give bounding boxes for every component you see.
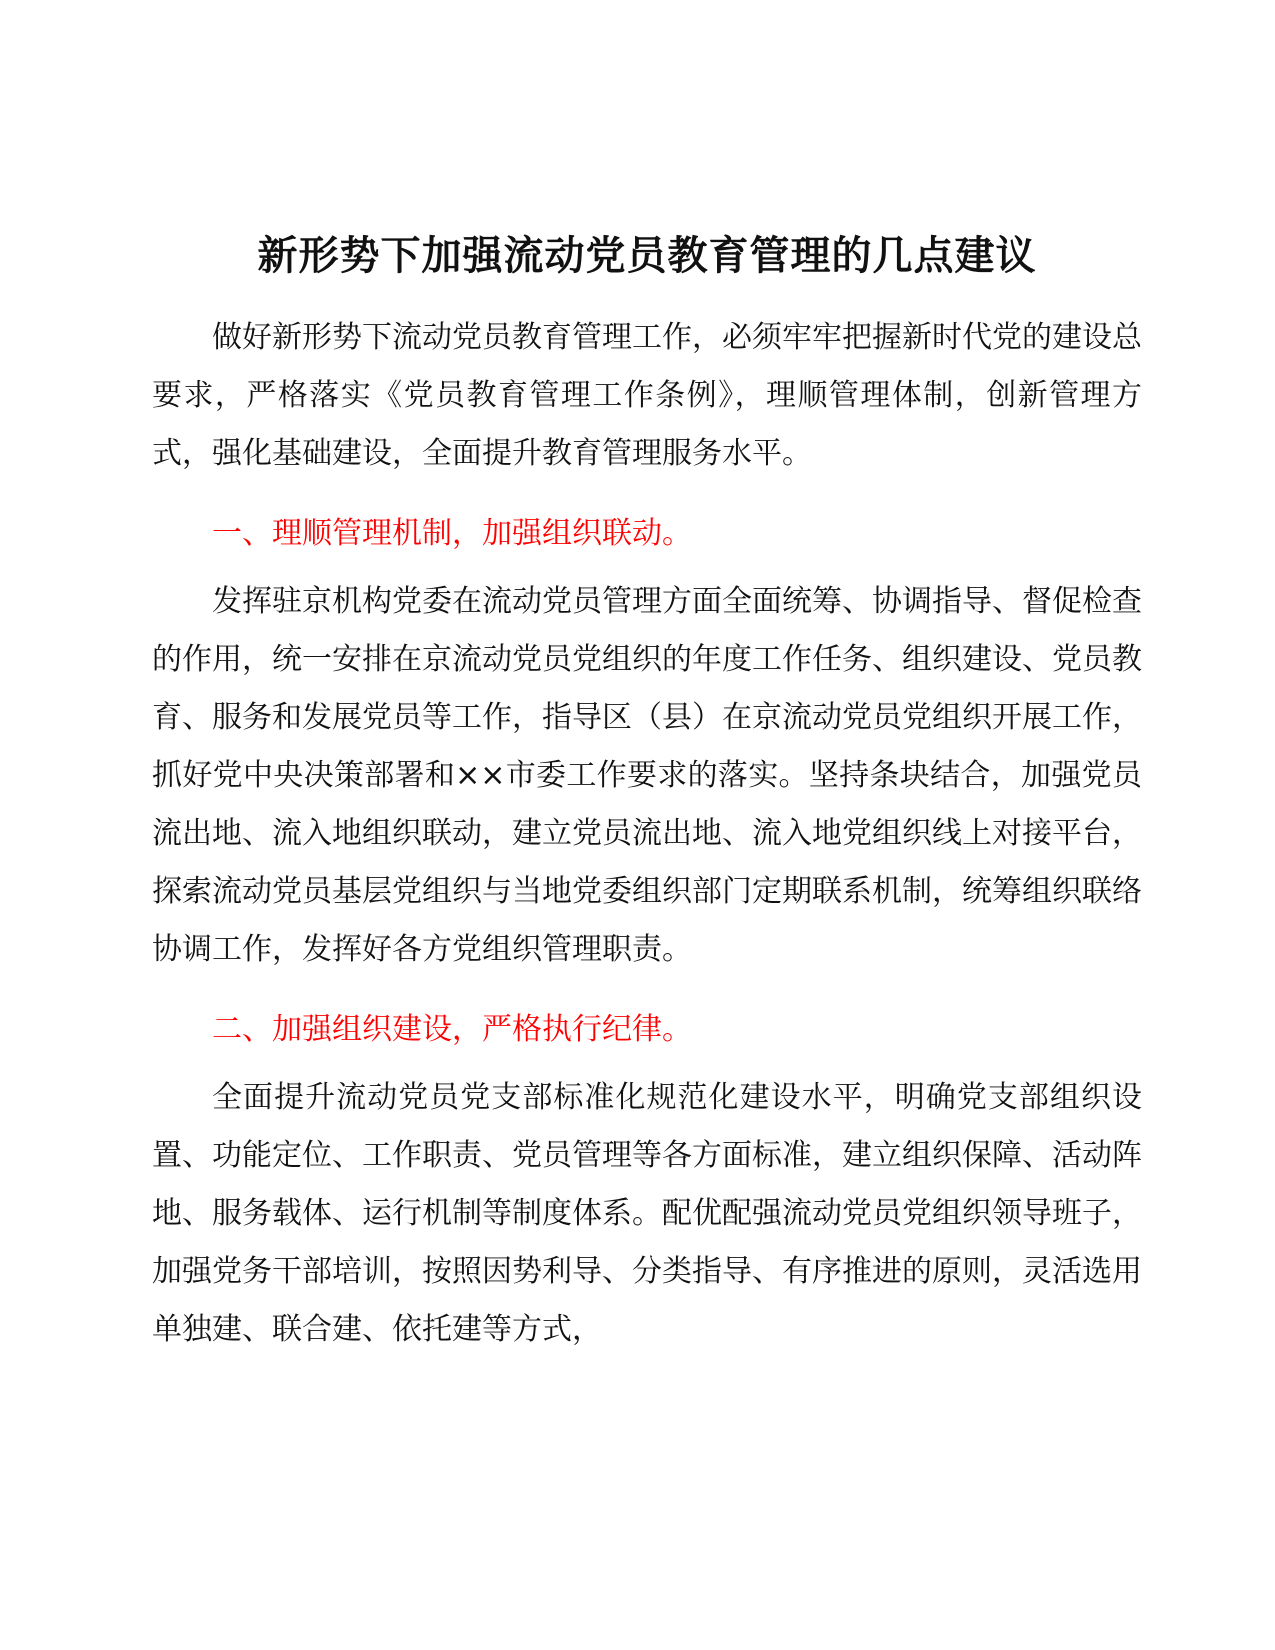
section-heading-2: 二、加强组织建设，严格执行纪律。 — [212, 1012, 692, 1047]
section-spacer — [152, 979, 1142, 989]
section-heading-1: 一、理顺管理机制，加强组织联动。 — [212, 516, 692, 551]
document-body — [152, 225, 1142, 1359]
section-spacer — [152, 483, 1142, 493]
section-body-2: 全面提升流动党员党支部标准化规范化建设水平，明确党支部组织设置、功能定位、工作职责、党员管理等各方面标准，建立组织保障、活动阵地、服务载体、运行机制等制度体系。配优配强流动党员党组织领导班子，加强党务干部培训，按照因势利导、分类指导、有序推进的原则，灵活选用单独建、联合建、依托建等方式， — [152, 1080, 1142, 1347]
section-body-1: 发挥驻京机构党委在流动党员管理方面全面统筹、协调指导、督促检查的作用，统一安排在京流动党员党组织的年度工作任务、组织建设、党员教育、服务和发展党员等工作，指导区（县）在京流动党员党组织开展工作，抓好党中央决策部署和××市委工作要求的落实。坚持条块结合，加强党员流出地、流入地组织联动，建立党员流出地、流入地党组织线上对接平台，探索流动党员基层党组织与当地党委组织部门定期联系机制，统筹组织联络协调工作，发挥好各方党组织管理职责。 — [152, 584, 1142, 967]
document-title: 新形势下加强流动党员教育管理的几点建议 — [257, 233, 1037, 279]
intro-paragraph: 做好新形势下流动党员教育管理工作，必须牢牢把握新时代党的建设总要求，严格落实《党员教育管理工作条例》，理顺管理体制，创新管理方式，强化基础建设，全面提升教育管理服务水平。 — [152, 320, 1142, 471]
